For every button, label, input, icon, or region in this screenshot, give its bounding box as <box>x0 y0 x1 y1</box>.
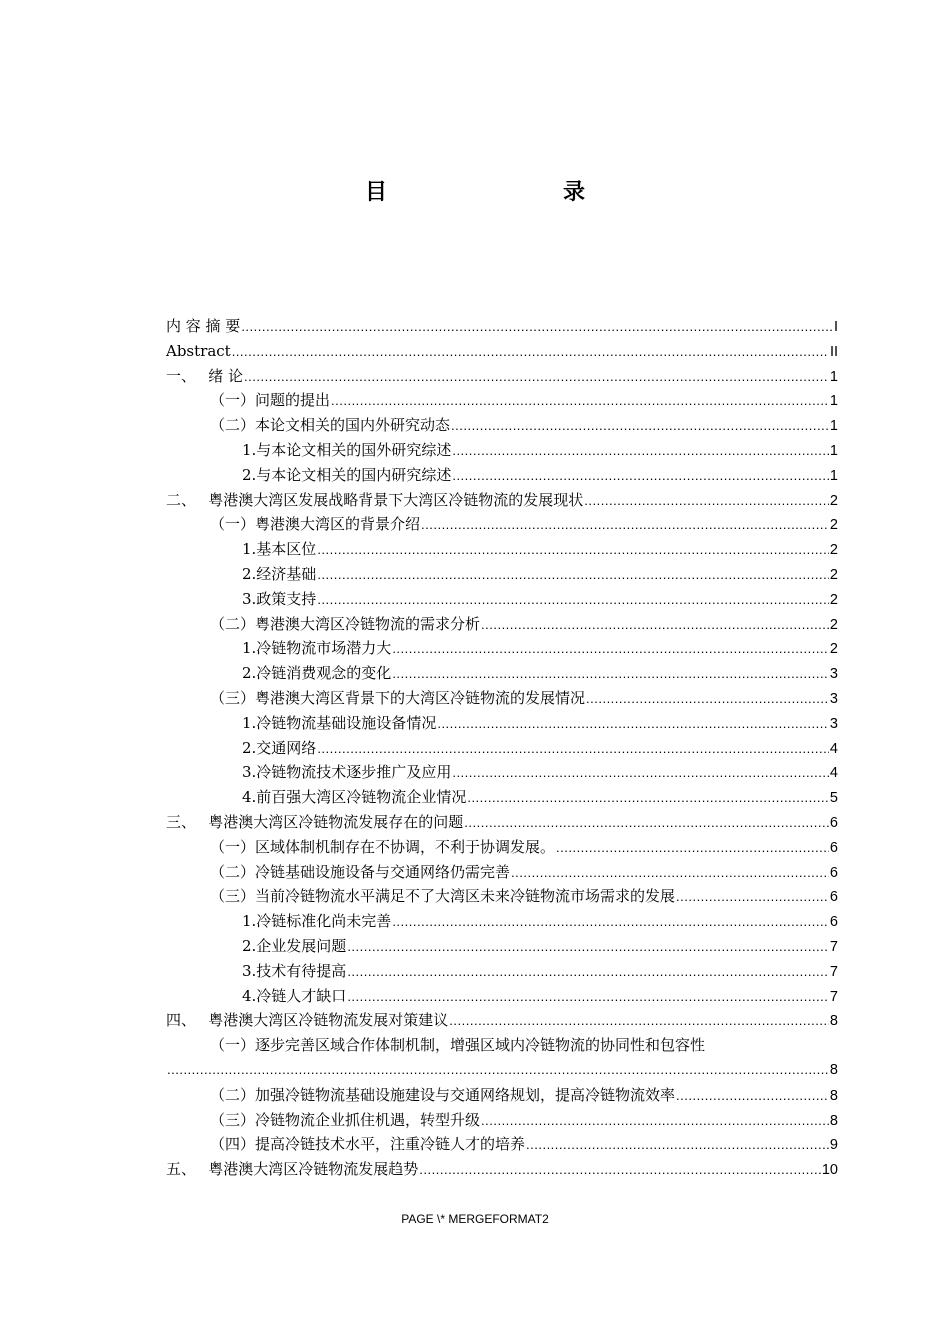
toc-leader-dots <box>556 836 829 861</box>
toc-leader-dots <box>317 563 829 588</box>
toc-leader-dots <box>452 761 829 786</box>
toc-leader-dots <box>452 439 829 464</box>
toc-entry[interactable] <box>166 1083 838 1108</box>
toc-entry[interactable] <box>166 760 838 785</box>
toc-page-number: 1 <box>829 442 838 459</box>
toc-entry[interactable] <box>166 636 838 661</box>
toc-leader-dots <box>317 737 829 762</box>
toc-entry-label: 1.基本区位 <box>242 540 317 559</box>
toc-entry-label: 三、 粤港澳大湾区冷链物流发展存在的问题 <box>166 812 464 831</box>
toc-entry[interactable] <box>166 909 838 934</box>
toc-entry[interactable] <box>166 364 838 389</box>
toc-entry-label: （一）区域体制机制存在不协调，不利于协调发展。 <box>210 837 556 856</box>
toc-entry-label: （一）粤港澳大湾区的背景介绍 <box>210 515 421 534</box>
toc-page-number: 5 <box>829 790 838 807</box>
toc-entry-label: 2.企业发展问题 <box>242 936 347 955</box>
toc-leader-dots <box>392 637 829 662</box>
toc-page-number: 1 <box>829 368 838 385</box>
toc-page-number: 3 <box>829 715 838 732</box>
toc-entry[interactable] <box>166 587 838 612</box>
toc-page-number: 6 <box>829 814 838 831</box>
toc-leader-dots <box>451 414 829 439</box>
toc-leader-dots <box>392 910 829 935</box>
toc-page-number: 1 <box>829 393 838 410</box>
toc-entry-label: （二）冷链基础设施设备与交通网络仍需完善 <box>210 862 511 881</box>
toc-entry-label: （二）加强冷链物流基础设施建设与交通网络规划，提高冷链物流效率 <box>210 1085 676 1104</box>
toc-leader-dots <box>676 1084 829 1109</box>
toc-entry-label: 1.冷链标准化尚未完善 <box>242 912 392 931</box>
toc-leader-dots <box>232 340 829 365</box>
toc-leader-dots <box>526 1133 829 1158</box>
toc-leader-dots <box>419 1158 821 1183</box>
toc-entry[interactable] <box>166 463 838 488</box>
toc-entry-label: 4.冷链人才缺口 <box>242 986 347 1005</box>
toc-leader-dots <box>347 960 829 985</box>
toc-leader-dots <box>244 365 829 390</box>
toc-page-number: 7 <box>829 988 838 1005</box>
toc-entry-label: 2.与本论文相关的国内研究综述 <box>242 465 452 484</box>
toc-page-number: 3 <box>829 690 838 707</box>
toc-entry-label: （三）冷链物流企业抓住机遇，转型升级 <box>210 1110 481 1129</box>
toc-entry-label: 1.冷链物流基础设施设备情况 <box>242 713 437 732</box>
table-of-contents <box>166 314 838 1182</box>
toc-leader-dots <box>437 712 829 737</box>
page-footer: PAGE \* MERGEFORMAT2 <box>401 1212 549 1226</box>
toc-leader-dots <box>586 687 829 712</box>
toc-entry-label: （三）当前冷链物流水平满足不了大湾区未来冷链物流市场需求的发展 <box>210 887 676 906</box>
toc-entry[interactable] <box>166 562 838 587</box>
toc-page-number: 6 <box>829 864 838 881</box>
toc-entry-label: （二）粤港澳大湾区冷链物流的需求分析 <box>210 614 481 633</box>
toc-page-number: 8 <box>829 1087 838 1104</box>
toc-page-number: 6 <box>829 889 838 906</box>
toc-page-number: 2 <box>829 517 838 534</box>
toc-leader-dots <box>331 389 829 414</box>
toc-entry[interactable] <box>166 661 838 686</box>
toc-leader-dots <box>347 985 829 1010</box>
toc-entry-label: 二、 粤港澳大湾区发展战略背景下大湾区冷链物流的发展现状 <box>166 490 584 509</box>
toc-leader-dots <box>481 613 829 638</box>
toc-entry-label: 2.经济基础 <box>242 564 317 583</box>
toc-page-number: 10 <box>821 1162 838 1179</box>
toc-page-number: 7 <box>829 963 838 980</box>
toc-entry-label: 五、 粤港澳大湾区冷链物流发展趋势 <box>166 1160 419 1179</box>
toc-entry-label: 3.冷链物流技术逐步推广及应用 <box>242 763 452 782</box>
toc-page-number: 6 <box>829 914 838 931</box>
toc-entry-label: Abstract <box>166 341 231 360</box>
toc-entry-label: （一）逐步完善区域合作体制机制，增强区域内冷链物流的协同性和包容性 <box>210 1036 706 1055</box>
toc-page-number: II <box>829 343 838 360</box>
toc-leader-dots <box>467 786 829 811</box>
toc-entry-label: 3.政策支持 <box>242 589 317 608</box>
toc-page-number: 8 <box>829 1061 838 1078</box>
toc-leader-dots <box>511 861 829 886</box>
toc-entry-label: （二）本论文相关的国内外研究动态 <box>210 416 451 435</box>
toc-entry[interactable] <box>166 736 838 761</box>
toc-page-number: I <box>833 319 838 335</box>
toc-entry[interactable] <box>166 339 838 364</box>
toc-entry-label: （四）提高冷链技术水平，注重冷链人才的培养 <box>210 1135 526 1154</box>
toc-entry-label: 四、 粤港澳大湾区冷链物流发展对策建议 <box>166 1011 449 1030</box>
toc-entry-label: 内 容 摘 要 <box>166 317 241 335</box>
page-title: 目 录 <box>364 180 629 205</box>
toc-leader-dots <box>167 1058 829 1083</box>
toc-entry[interactable] <box>166 1008 838 1033</box>
toc-entry-label: 4.前百强大湾区冷链物流企业情况 <box>242 788 467 807</box>
toc-entry[interactable] <box>166 686 838 711</box>
toc-entry-label: 1.与本论文相关的国外研究综述 <box>242 440 452 459</box>
toc-page-number: 2 <box>829 591 838 608</box>
toc-page-number: 9 <box>829 1137 838 1154</box>
toc-leader-dots <box>481 1109 829 1134</box>
toc-entry[interactable] <box>166 934 838 959</box>
toc-page-number: 4 <box>829 740 838 757</box>
toc-entry[interactable] <box>166 785 838 810</box>
toc-page-number: 7 <box>829 938 838 955</box>
toc-leader-dots <box>317 538 829 563</box>
toc-page-number: 1 <box>829 418 838 435</box>
toc-entry-label: 2.交通网络 <box>242 738 317 757</box>
toc-entry[interactable] <box>166 810 838 835</box>
toc-leader-dots <box>421 513 829 538</box>
toc-entry-label: 2.冷链消费观念的变化 <box>242 664 392 683</box>
toc-leader-dots <box>584 489 829 514</box>
toc-page-number: 2 <box>829 641 838 658</box>
toc-page-number: 2 <box>829 542 838 559</box>
toc-page-number: 2 <box>829 492 838 509</box>
toc-entry[interactable] <box>166 314 838 339</box>
toc-entry[interactable] <box>166 984 838 1009</box>
toc-entry[interactable] <box>166 1132 838 1157</box>
toc-entry[interactable] <box>166 1157 838 1182</box>
toc-leader-dots <box>449 1009 829 1034</box>
toc-entry-label: 1.冷链物流市场潜力大 <box>242 639 392 658</box>
toc-page-number: 8 <box>829 1112 838 1129</box>
toc-entry[interactable] <box>166 1108 838 1133</box>
toc-page-number: 2 <box>829 616 838 633</box>
toc-entry[interactable] <box>166 438 838 463</box>
toc-leader-dots <box>392 662 829 687</box>
toc-entry-label: （一）问题的提出 <box>210 391 331 410</box>
toc-entry-label: （三）粤港澳大湾区背景下的大湾区冷链物流的发展情况 <box>210 688 586 707</box>
toc-entry[interactable] <box>166 711 838 736</box>
toc-entry[interactable] <box>166 537 838 562</box>
toc-leader-dots <box>347 935 829 960</box>
toc-leader-dots <box>241 315 833 340</box>
toc-entry-label: 一、 绪 论 <box>166 366 244 385</box>
toc-page-number: 1 <box>829 467 838 484</box>
toc-entry[interactable] <box>166 512 838 537</box>
toc-entry[interactable] <box>166 835 838 860</box>
toc-entry[interactable] <box>166 612 838 637</box>
toc-page-number: 8 <box>829 1013 838 1030</box>
toc-page-number: 4 <box>829 765 838 782</box>
toc-leader-dots <box>464 811 829 836</box>
toc-entry[interactable] <box>166 388 838 413</box>
toc-page-number: 3 <box>829 666 838 683</box>
toc-entry[interactable] <box>166 959 838 984</box>
toc-entry[interactable] <box>166 1033 838 1083</box>
toc-leader-dots <box>676 885 829 910</box>
toc-leader-dots <box>452 464 829 489</box>
toc-entry[interactable] <box>166 413 838 438</box>
toc-entry[interactable] <box>166 860 838 885</box>
toc-entry[interactable] <box>166 884 838 909</box>
toc-page-number: 2 <box>829 566 838 583</box>
toc-leader-dots <box>317 588 829 613</box>
toc-page-number: 6 <box>829 839 838 856</box>
toc-entry-label: 3.技术有待提高 <box>242 961 347 980</box>
toc-entry[interactable] <box>166 488 838 513</box>
